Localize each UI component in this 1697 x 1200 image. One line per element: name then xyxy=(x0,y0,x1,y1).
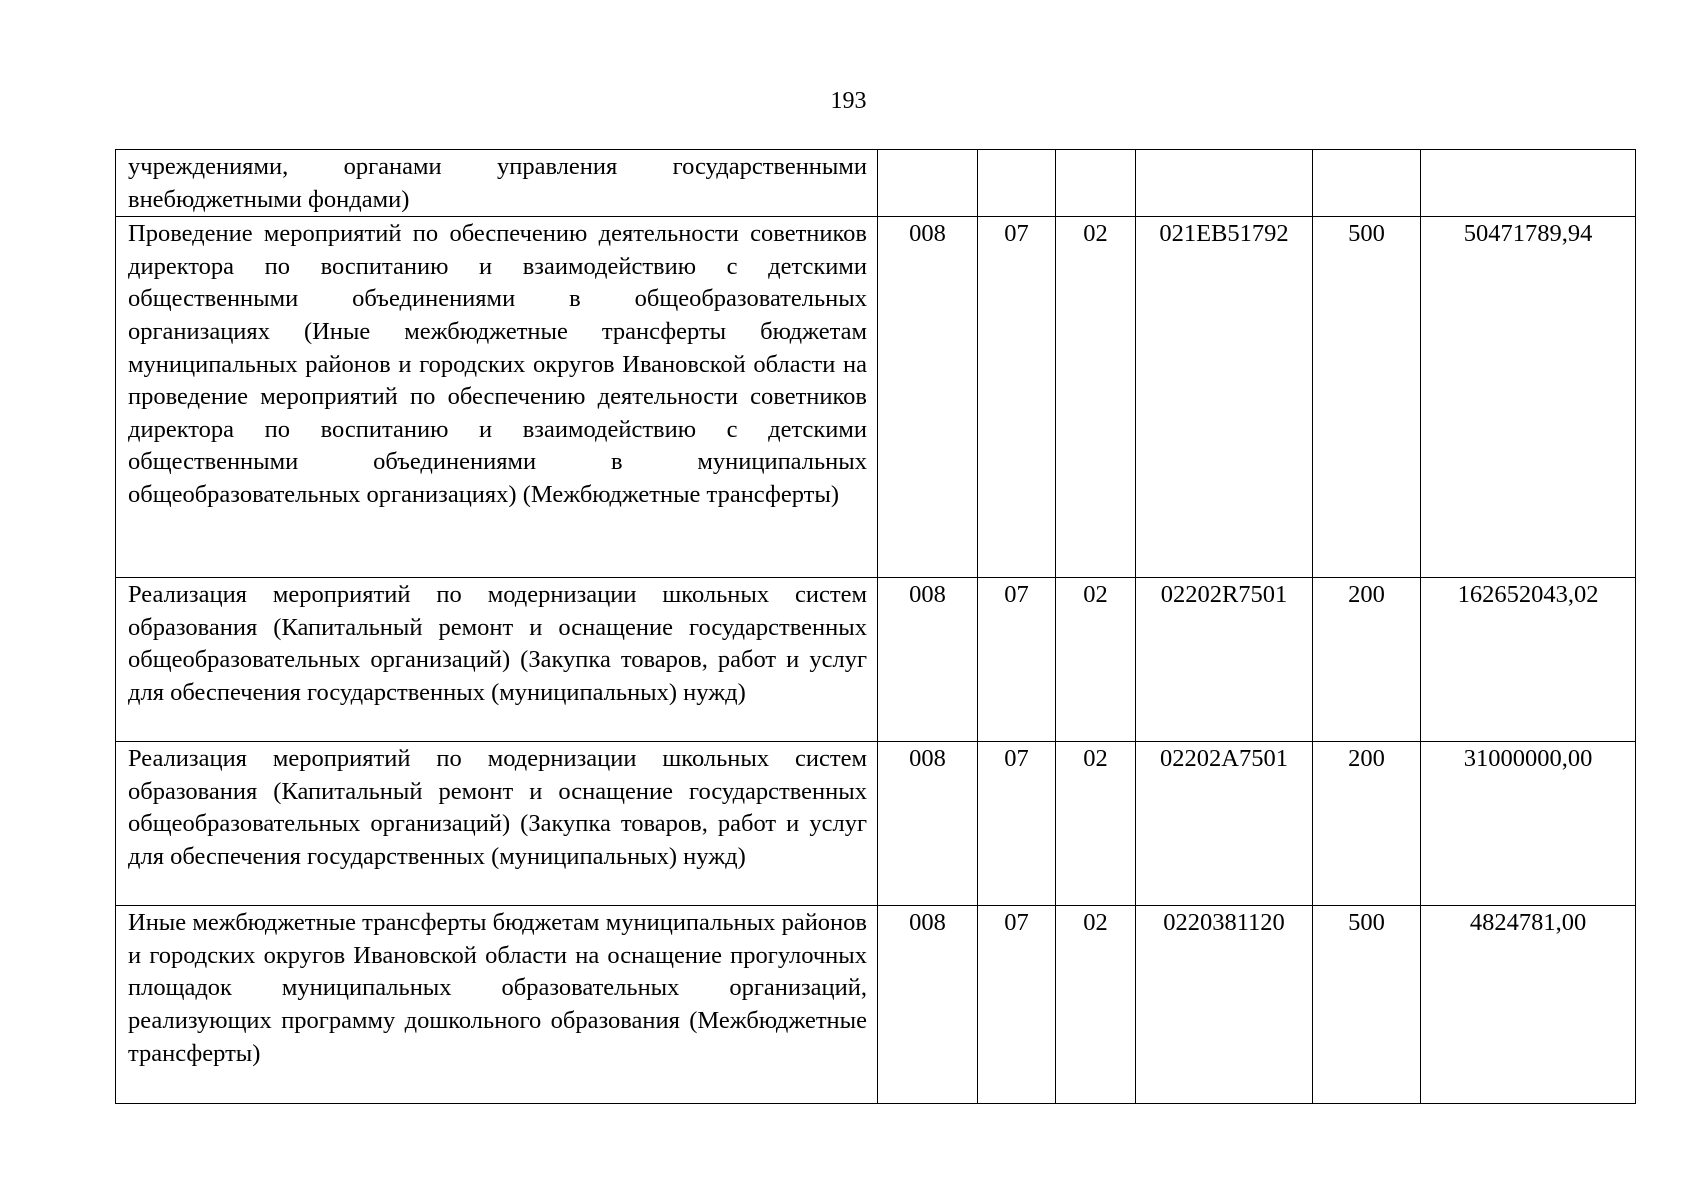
subsection-code xyxy=(1056,150,1136,217)
ministry-code: 008 xyxy=(878,217,978,578)
ministry-code: 008 xyxy=(878,578,978,742)
row-description: учреждениями, органами управления государственными внебюджетными фондами) xyxy=(116,150,878,217)
budget-table xyxy=(115,149,1636,1104)
target-article-code: 0220381120 xyxy=(1136,906,1313,1104)
table-row xyxy=(116,578,1636,742)
amount-value: 4824781,00 xyxy=(1421,906,1636,1104)
amount-value: 31000000,00 xyxy=(1421,742,1636,906)
table-row xyxy=(116,217,1636,578)
section-code: 07 xyxy=(978,742,1056,906)
expense-type-code: 200 xyxy=(1313,742,1421,906)
target-article-code: 021EВ51792 xyxy=(1136,217,1313,578)
target-article-code: 02202R7501 xyxy=(1136,578,1313,742)
amount-value: 50471789,94 xyxy=(1421,217,1636,578)
table-row xyxy=(116,150,1636,217)
ministry-code: 008 xyxy=(878,906,978,1104)
expense-type-code xyxy=(1313,150,1421,217)
row-description: Иные межбюджетные трансферты бюджетам муниципальных районов и городских округов Ивановской области на оснащение прогулочных площадок муниципальных образовательных организаций, реализующих программу дошкольного образования (Межбюджетные трансферты) xyxy=(116,906,878,1104)
table-row xyxy=(116,742,1636,906)
expense-type-code: 200 xyxy=(1313,578,1421,742)
row-description: Реализация мероприятий по модернизации школьных систем образования (Капитальный ремонт и оснащение государственных общеобразовательных организаций) (Закупка товаров, работ и услуг для обеспечения государственных (муниципальных) нужд) xyxy=(116,742,878,906)
ministry-code: 008 xyxy=(878,742,978,906)
section-code: 07 xyxy=(978,217,1056,578)
target-article-code: 02202А7501 xyxy=(1136,742,1313,906)
section-code: 07 xyxy=(978,906,1056,1104)
row-description: Проведение мероприятий по обеспечению деятельности советников директора по воспитанию и взаимодействию с детскими общественными объединениями в общеобразовательных организациях (Иные межбюджетные трансферты бюджетам муниципальных районов и городских округов Ивановской области на проведение мероприятий по обеспечению деятельности советников директора по воспитанию и взаимодействию с детскими общественными объединениями в муниципальных общеобразовательных организациях) (Межбюджетные трансферты) xyxy=(116,217,878,578)
row-description: Реализация мероприятий по модернизации школьных систем образования (Капитальный ремонт и оснащение государственных общеобразовательных организаций) (Закупка товаров, работ и услуг для обеспечения государственных (муниципальных) нужд) xyxy=(116,578,878,742)
expense-type-code: 500 xyxy=(1313,906,1421,1104)
subsection-code: 02 xyxy=(1056,742,1136,906)
section-code: 07 xyxy=(978,578,1056,742)
target-article-code xyxy=(1136,150,1313,217)
amount-value xyxy=(1421,150,1636,217)
amount-value: 162652043,02 xyxy=(1421,578,1636,742)
page-number: 193 xyxy=(830,88,867,114)
subsection-code: 02 xyxy=(1056,217,1136,578)
expense-type-code: 500 xyxy=(1313,217,1421,578)
subsection-code: 02 xyxy=(1056,906,1136,1104)
subsection-code: 02 xyxy=(1056,578,1136,742)
ministry-code xyxy=(878,150,978,217)
table-row xyxy=(116,906,1636,1104)
section-code xyxy=(978,150,1056,217)
